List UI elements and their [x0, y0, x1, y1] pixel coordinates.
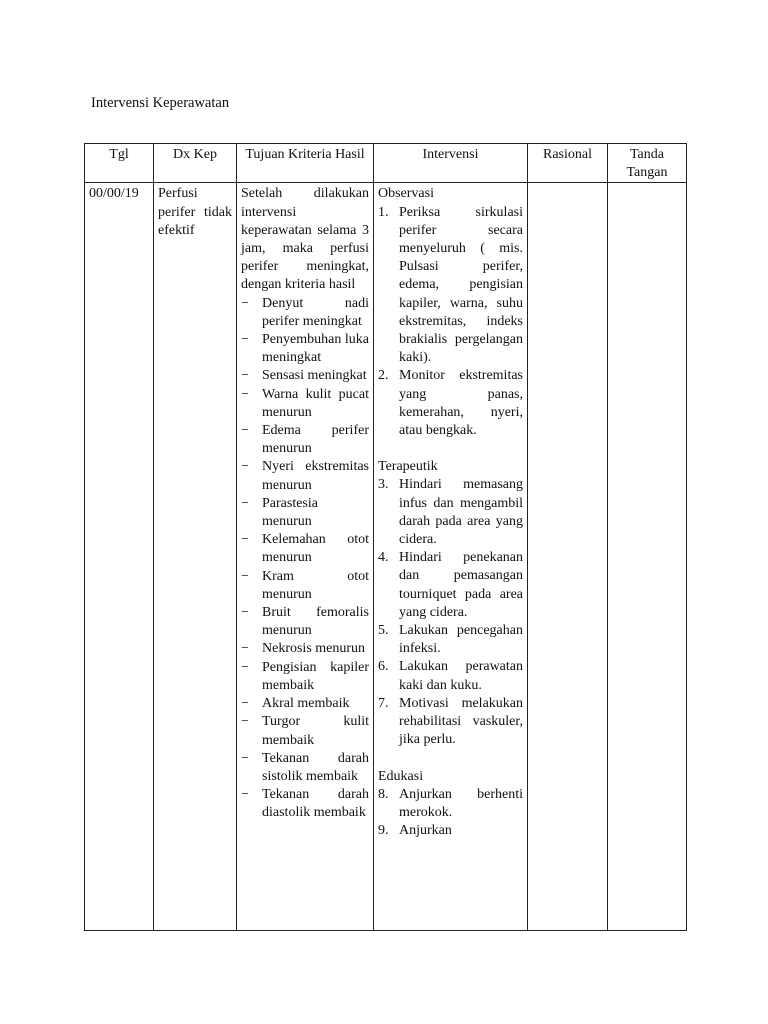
criteria-item	[241, 659, 369, 695]
dash-marker: −	[241, 641, 249, 657]
criteria-text: Turgor kulit membaik	[262, 714, 369, 748]
criteria-item	[241, 713, 369, 749]
criteria-text: Nekrosis menurun	[262, 641, 366, 657]
dash-marker: −	[241, 459, 249, 475]
dash-marker: −	[241, 295, 249, 311]
cell-intervensi	[374, 183, 528, 931]
observasi-title: Observasi	[378, 186, 434, 202]
criteria-text: Edema perifer menurun	[262, 423, 369, 457]
header-tanda-tangan: Tanda Tangan	[608, 144, 687, 183]
cell-tanda-tangan	[608, 183, 687, 931]
dash-marker: −	[241, 568, 249, 584]
terapeutik-list	[378, 476, 523, 749]
intervensi-item	[378, 658, 523, 694]
criteria-list	[241, 295, 369, 823]
item-number: 2.	[378, 368, 389, 384]
item-number: 7.	[378, 695, 389, 711]
item-text: Lakukan pencegahan infeksi.	[399, 623, 523, 657]
dash-marker: −	[241, 495, 249, 511]
table-header-row	[85, 144, 687, 183]
criteria-item	[241, 695, 369, 713]
cell-tgl: 00/00/19	[85, 183, 154, 931]
cell-rasional	[528, 183, 608, 931]
criteria-item	[241, 386, 369, 422]
criteria-text: Sensasi meningkat	[262, 368, 367, 384]
header-intervensi: Intervensi	[374, 144, 528, 183]
criteria-text: Akral membaik	[262, 696, 350, 712]
criteria-item	[241, 331, 369, 367]
dash-marker: −	[241, 714, 249, 730]
item-number: 1.	[378, 204, 389, 220]
observasi-list	[378, 204, 523, 441]
dash-marker: −	[241, 332, 249, 348]
item-number: 9.	[378, 823, 389, 839]
dash-marker: −	[241, 532, 249, 548]
header-rasional: Rasional	[528, 144, 608, 183]
header-tujuan-kriteria-hasil: Tujuan Kriteria Hasil	[237, 144, 374, 183]
criteria-text: Tekanan darah sistolik membaik	[262, 750, 369, 784]
tujuan-intro: Setelah dilakukan intervensi keperawatan selama 3 jam, maka perfusi perifer meningkat, dengan kriteria hasil	[241, 186, 369, 293]
item-text: Anjurkan berhenti merokok.	[399, 786, 523, 820]
intervensi-item	[378, 786, 523, 822]
dash-marker: −	[241, 386, 249, 402]
criteria-item	[241, 495, 369, 531]
item-text: Monitor ekstremitas yang panas, kemerahan, nyeri, atau bengkak.	[399, 368, 523, 439]
item-number: 5.	[378, 623, 389, 639]
dash-marker: −	[241, 750, 249, 766]
nursing-intervention-table	[84, 143, 687, 931]
intervensi-item	[378, 549, 523, 622]
dash-marker: −	[241, 423, 249, 439]
criteria-item	[241, 750, 369, 786]
page-title: Intervensi Keperawatan	[91, 95, 230, 111]
criteria-item	[241, 786, 369, 822]
item-text: Motivasi melakukan rehabilitasi vaskuler, jika perlu.	[399, 695, 523, 748]
criteria-item	[241, 640, 369, 658]
item-text: Anjurkan	[399, 823, 452, 839]
dash-marker: −	[241, 659, 249, 675]
criteria-text: Pengisian kapiler membaik	[262, 659, 369, 693]
item-text: Periksa sirkulasi perifer secara menyeluruh ( mis. Pulsasi perifer, edema, pengisian kapiler, warna, suhu ekstremitas, indeks brakialis pergelangan kaki).	[399, 204, 523, 366]
criteria-text: Penyembuhan luka meningkat	[262, 332, 369, 366]
item-text: Hindari penekanan dan pemasangan tourniquet pada area yang cidera.	[399, 550, 523, 620]
intervensi-item	[378, 476, 523, 549]
item-text: Hindari memasang infus dan mengambil darah pada area yang cidera.	[399, 477, 523, 548]
criteria-item	[241, 367, 369, 385]
item-number: 3.	[378, 477, 389, 493]
criteria-item	[241, 604, 369, 640]
header-dx-kep: Dx Kep	[154, 144, 237, 183]
criteria-text: Warna kulit pucat menurun	[262, 386, 369, 420]
intervensi-item	[378, 695, 523, 750]
cell-dx-kep: Perfusi perifer tidak efektif	[154, 183, 237, 931]
criteria-item	[241, 568, 369, 604]
terapeutik-title: Terapeutik	[378, 459, 438, 475]
intervensi-item	[378, 622, 523, 658]
criteria-item	[241, 531, 369, 567]
intervensi-item	[378, 822, 523, 840]
edukasi-list	[378, 786, 523, 841]
criteria-item	[241, 295, 369, 331]
item-number: 4.	[378, 550, 389, 566]
item-text: Lakukan perawatan kaki dan kuku.	[399, 659, 523, 693]
criteria-text: Parastesia menurun	[262, 495, 318, 530]
edukasi-title: Edukasi	[378, 768, 424, 784]
table-row	[85, 183, 687, 931]
header-tgl: Tgl	[85, 144, 154, 183]
criteria-item	[241, 422, 369, 458]
dash-marker: −	[241, 368, 249, 384]
intervensi-item	[378, 204, 523, 368]
item-number: 6.	[378, 659, 389, 675]
intervensi-item	[378, 367, 523, 440]
criteria-text: Kram otot menurun	[262, 568, 369, 602]
dash-marker: −	[241, 696, 249, 712]
criteria-text: Tekanan darah diastolik membaik	[262, 787, 369, 821]
item-number: 8.	[378, 786, 389, 802]
criteria-item	[241, 458, 369, 494]
criteria-text: Bruit femoralis menurun	[262, 605, 369, 639]
dash-marker: −	[241, 787, 249, 803]
criteria-text: Nyeri ekstremitas menurun	[262, 459, 369, 493]
dash-marker: −	[241, 605, 249, 621]
criteria-text: Denyut nadi perifer meningkat	[262, 295, 369, 329]
cell-tujuan	[237, 183, 374, 931]
criteria-text: Kelemahan otot menurun	[262, 532, 369, 566]
